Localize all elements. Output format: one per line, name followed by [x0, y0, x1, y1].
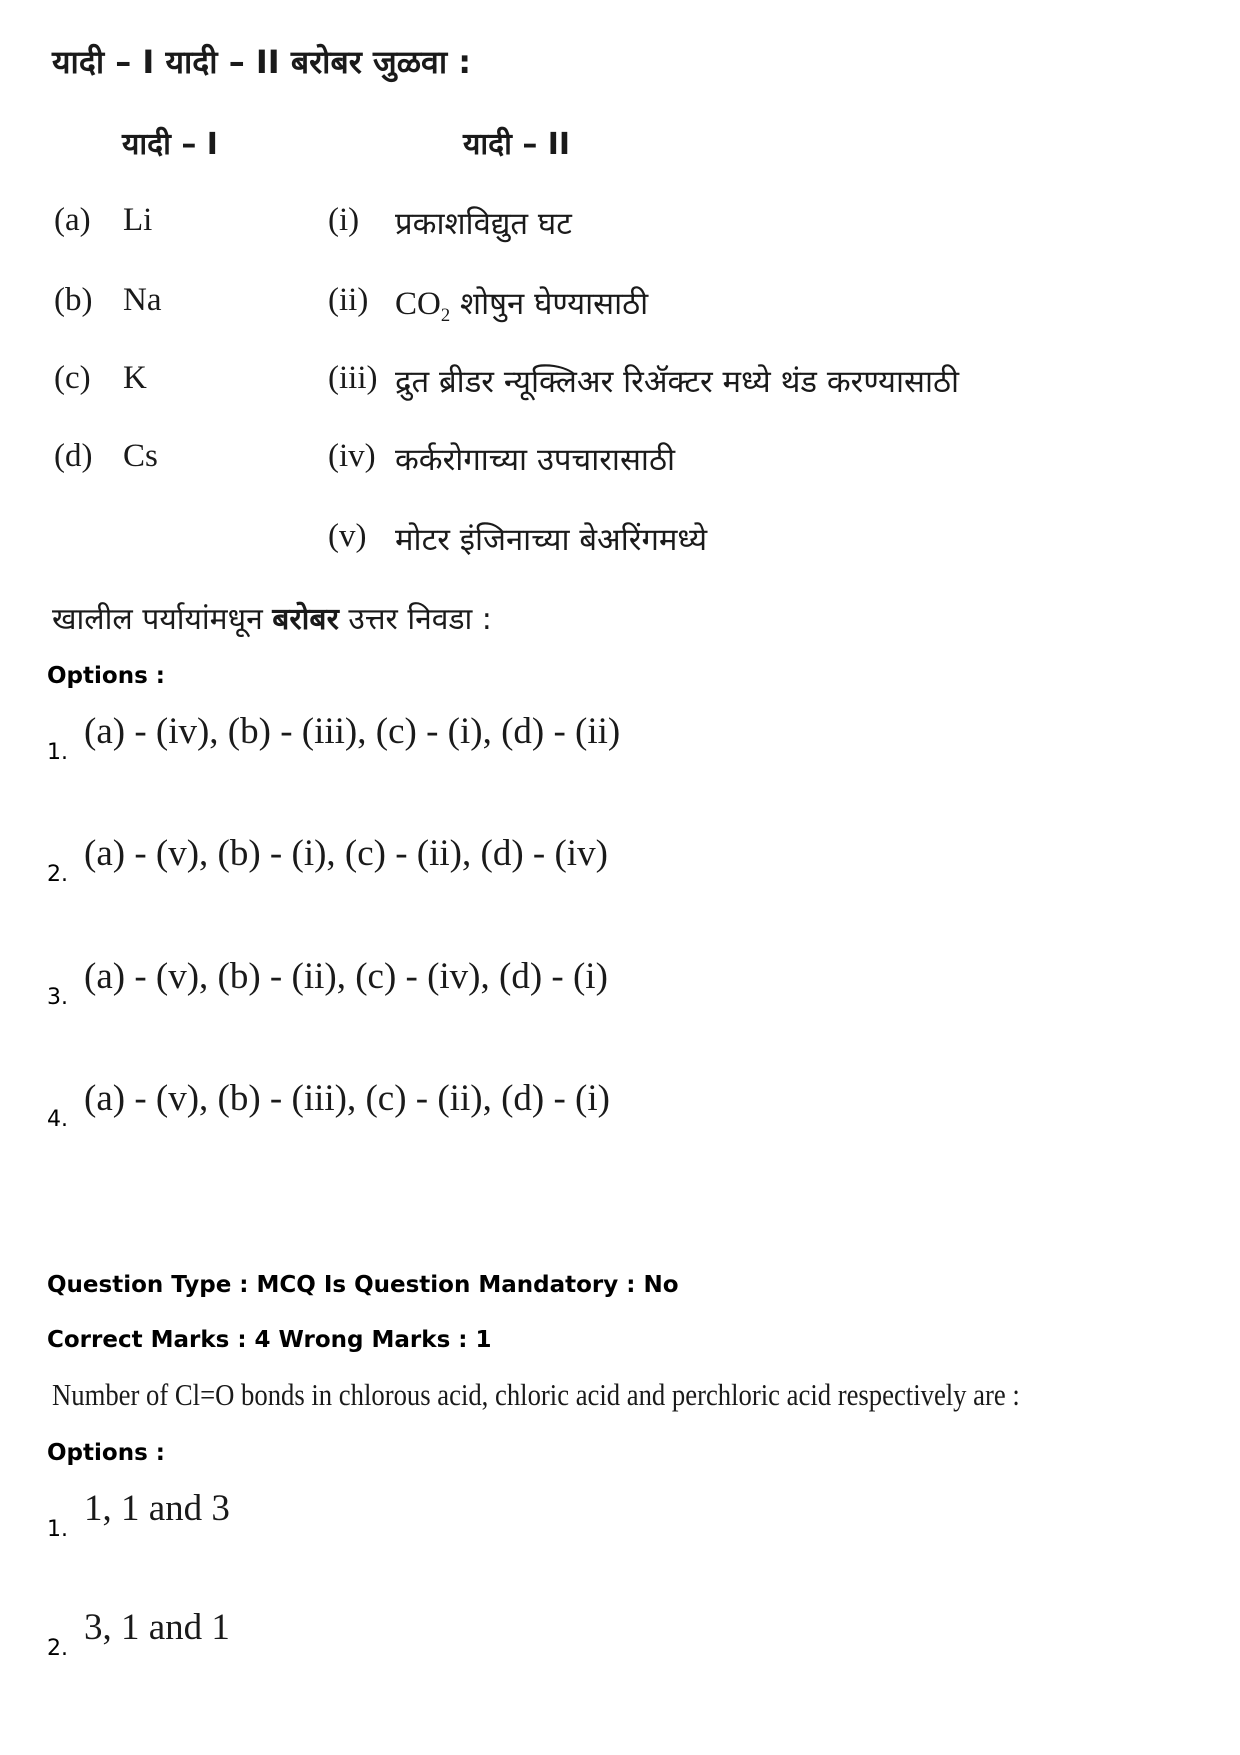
- list1-item-a: Li: [123, 202, 153, 238]
- list2-label-iv: (iv): [328, 438, 376, 474]
- co2-formula: CO: [395, 286, 441, 322]
- list2-label-i: (i): [328, 202, 360, 238]
- q2-option-1-number: 1.: [47, 1517, 68, 1542]
- question-instruction: यादी – I यादी – II बरोबर जुळवा :: [52, 43, 472, 81]
- q1-option-3-text[interactable]: (a) - (v), (b) - (ii), (c) - (iv), (d) - (i): [84, 956, 608, 997]
- question-type-line: Question Type : MCQ Is Question Mandatory : No: [47, 1272, 679, 1298]
- choose-instruction: [52, 597, 492, 638]
- list1-label-c: (c): [54, 360, 91, 396]
- list2-item-ii: [395, 282, 648, 327]
- marks-line: Correct Marks : 4 Wrong Marks : 1: [47, 1327, 492, 1353]
- list2-item-iv: कर्करोगाच्या उपचारासाठी: [395, 442, 675, 478]
- list1-label-b: (b): [54, 282, 93, 318]
- q1-options-label: Options :: [47, 663, 165, 689]
- list1-label-d: (d): [54, 438, 93, 474]
- q1-option-4-number: 4.: [47, 1107, 68, 1132]
- question-text: Number of Cl=O bonds in chlorous acid, chloric acid and perchloric acid respectively are :: [52, 1377, 1020, 1412]
- q2-options-label: Options :: [47, 1440, 165, 1466]
- q2-option-1-text[interactable]: 1, 1 and 3: [84, 1488, 230, 1529]
- list2-header: यादी – II: [463, 127, 571, 162]
- co2-description: शोषुन घेण्यासाठी: [450, 286, 649, 322]
- choose-text-bold: बरोबर: [272, 602, 339, 637]
- co2-subscript: 2: [440, 305, 451, 327]
- list1-label-a: (a): [54, 202, 91, 238]
- q1-option-3-number: 3.: [47, 985, 68, 1010]
- q1-option-1-number: 1.: [47, 740, 68, 765]
- q1-option-4-text[interactable]: (a) - (v), (b) - (iii), (c) - (ii), (d) - (i): [84, 1078, 610, 1119]
- list1-item-b: Na: [123, 282, 162, 318]
- q1-option-1-text[interactable]: (a) - (iv), (b) - (iii), (c) - (i), (d) - (ii): [84, 711, 621, 752]
- choose-text-post: उत्तर निवडा :: [338, 602, 492, 637]
- q2-option-2-text[interactable]: 3, 1 and 1: [84, 1607, 230, 1648]
- q2-option-2-number: 2.: [47, 1636, 68, 1661]
- list1-item-c: K: [123, 360, 147, 396]
- list2-label-v: (v): [328, 518, 367, 554]
- q1-option-2-text[interactable]: (a) - (v), (b) - (i), (c) - (ii), (d) - (iv): [84, 833, 608, 874]
- q1-option-2-number: 2.: [47, 862, 68, 887]
- list2-item-iii: द्रुत ब्रीडर न्यूक्लिअर रिॲक्टर मध्ये थंड करण्यासाठी: [395, 364, 960, 400]
- list2-item-i: प्रकाशविद्युत घट: [395, 206, 572, 242]
- list1-item-d: Cs: [123, 438, 158, 474]
- list2-label-iii: (iii): [328, 360, 378, 396]
- list2-item-v: मोटर इंजिनाच्या बेअरिंगमध्ये: [395, 522, 708, 558]
- choose-text-pre: खालील पर्यायांमधून: [52, 602, 273, 637]
- list2-label-ii: (ii): [328, 282, 369, 318]
- list1-header: यादी – I: [122, 127, 218, 162]
